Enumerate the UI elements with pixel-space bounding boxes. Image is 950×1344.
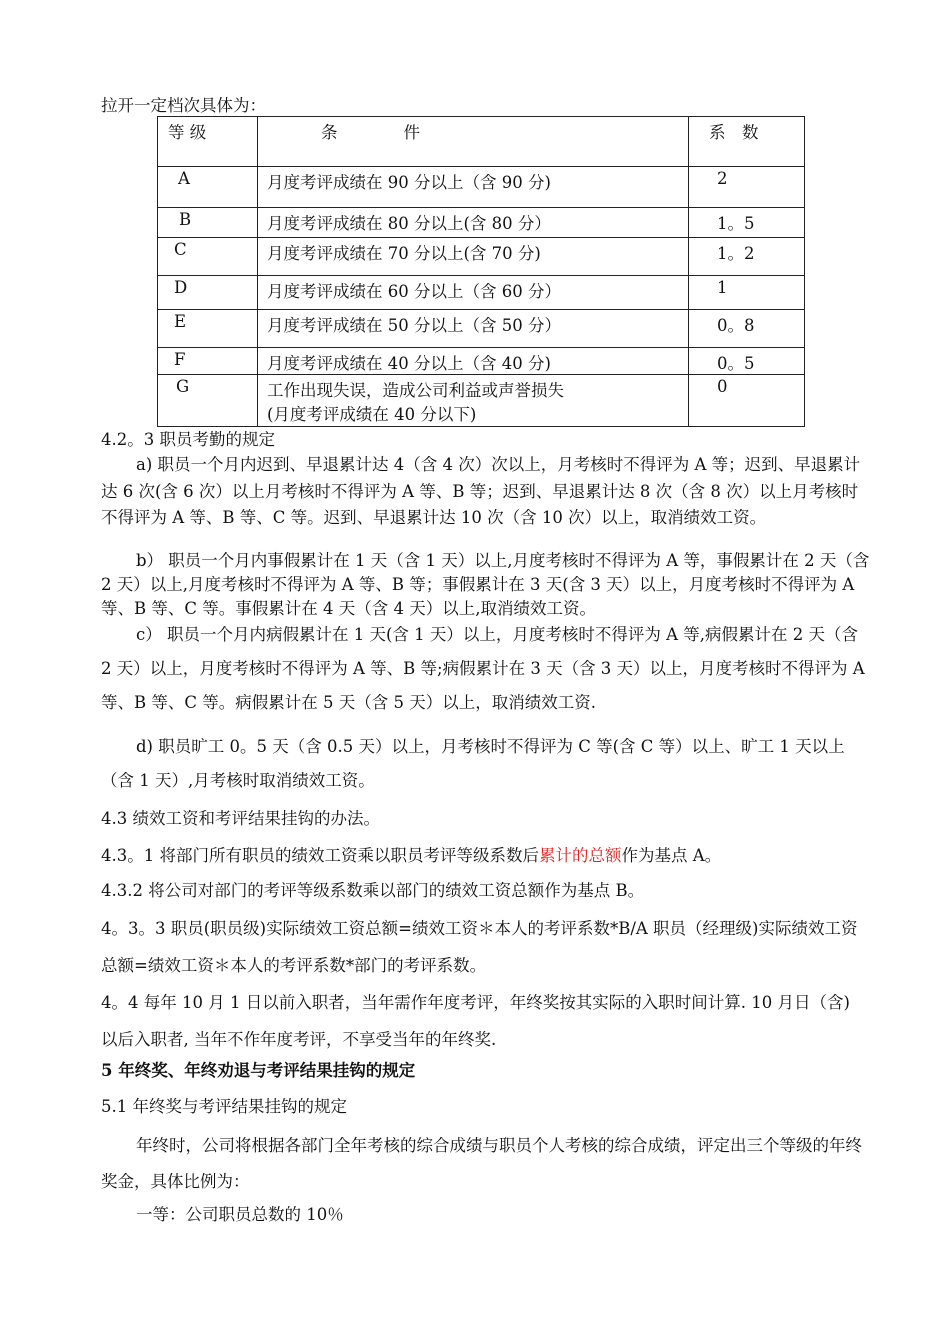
paragraph: c） 职员一个月内病假累计在 1 天(含 1 天）以上，月度考核时不得评为 A 等,病假累计在 2 天（含 2 天）以上，月度考核时不得评为 A 等、B 等;病假累计在 3 天（含 3 天）以上，月度考核时不得评为 A 等、B 等、C 等。病假累计在 5 天（含 5 天）以上，取消绩效工资. <box>101 625 865 712</box>
table-header-row <box>158 117 805 167</box>
table-row: G 工作出现失误，造成公司利益或声誉损失 (月度考评成绩在 40 分以下) 0 <box>158 375 805 427</box>
section-heading: 4.3 绩效工资和考评结果挂钩的办法。 <box>101 809 380 828</box>
intro-text: 拉开一定档次具体为： <box>101 96 266 115</box>
header-condition: 条 件 <box>321 123 420 142</box>
section-heading: 5 年终奖、年终劝退与考评结果挂钩的规定 <box>101 1061 416 1080</box>
table-row: A 月度考评成绩在 90 分以上（含 90 分) 2 <box>158 167 805 208</box>
section-heading: 5.1 年终奖与考评结果挂钩的规定 <box>101 1097 347 1116</box>
paragraph: 4.3.2 将公司对部门的考评等级系数乘以部门的绩效工资总额作为基点 B。 <box>101 881 645 900</box>
table-row: C 月度考评成绩在 70 分以上(含 70 分) 1。2 <box>158 238 805 276</box>
section-heading: 4.2。3 职员考勤的规定 <box>101 430 275 449</box>
table-row: D 月度考评成绩在 60 分以上（含 60 分） 1 <box>158 276 805 310</box>
grade-table <box>157 116 805 427</box>
paragraph: 一等：公司职员总数的 10％ <box>136 1205 344 1224</box>
table-row: B 月度考评成绩在 80 分以上(含 80 分） 1。5 <box>158 208 805 238</box>
paragraph: a) 职员一个月内迟到、早退累计达 4（含 4 次）次以上，月考核时不得评为 A 等；迟到、早退累计达 6 次(含 6 次）以上月考核时不得评为 A 等、B 等；迟到、早退累计达 8 次（含 8 次）以上月考核时不得评为 A 等、B 等、C 等。迟到、早退累计达 10 次（含 10 次）以上，取消绩效工资。 <box>101 455 861 527</box>
paragraph: 4。3。3 职员(职员级)实际绩效工资总额=绩效工资＊本人的考评系数*B/A 职员（经理级)实际绩效工资总额=绩效工资＊本人的考评系数*部门的考评系数。 <box>101 919 858 975</box>
paragraph: 4.3。1 将部门所有职员的绩效工资乘以职员考评等级系数后累计的总额作为基点 A。 <box>101 846 722 865</box>
highlighted-text: 累计的总额 <box>538 846 622 865</box>
paragraph: d) 职员旷工 0。5 天（含 0.5 天）以上，月考核时不得评为 C 等(含 C 等）以上、旷工 1 天以上（含 1 天）,月考核时取消绩效工资。 <box>101 737 845 790</box>
paragraph: b） 职员一个月内事假累计在 1 天（含 1 天）以上,月度考核时不得评为 A 等，事假累计在 2 天（含 2 天）以上,月度考核时不得评为 A 等、B 等；事假累计在 3 天(含 3 天）以上，月度考核时不得评为 A 等、B 等、C 等。事假累计在 4 天（含 4 天）以上,取消绩效工资。 <box>101 551 870 618</box>
table-row: E 月度考评成绩在 50 分以上（含 50 分） 0。8 <box>158 310 805 348</box>
header-grade: 等 级 <box>168 123 207 142</box>
table-row: F 月度考评成绩在 40 分以上（含 40 分) 0。5 <box>158 348 805 375</box>
paragraph: 4。4 每年 10 月 1 日以前入职者，当年需作年度考评，年终奖按其实际的入职时间计算. 10 月日（含) 以后入职者, 当年不作年度考评，不享受当年的年终奖. <box>101 993 850 1049</box>
paragraph: 年终时，公司将根据各部门全年考核的综合成绩与职员个人考核的综合成绩，评定出三个等级的年终奖金，具体比例为： <box>101 1136 862 1191</box>
header-coefficient: 系 数 <box>709 123 759 142</box>
